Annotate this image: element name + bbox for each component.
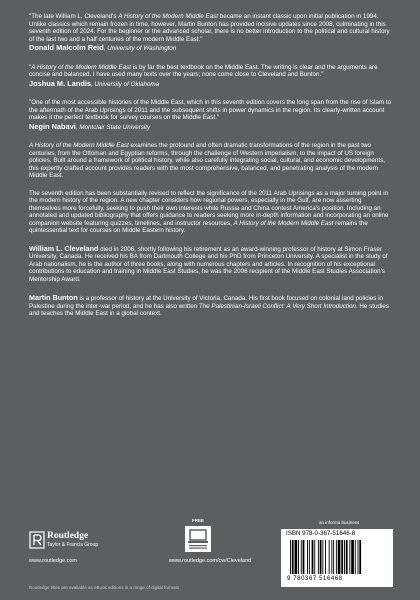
barcode-digits: 9 780367 516468 bbox=[287, 576, 343, 582]
book-title: The Palestinian-Israeli Conflict: A Very Short Introduction bbox=[198, 302, 356, 310]
publisher-group: Taylor & Francis Group bbox=[47, 542, 99, 548]
publisher-url[interactable]: www.routledge.com bbox=[29, 558, 77, 564]
bio-text: is a professor of history at the University of Victoria, Canada. His first book focused on colonial land policies in Palestine during the inter-war period, and he has also written bbox=[29, 295, 383, 310]
publisher-name: Routledge bbox=[47, 531, 89, 541]
endorser-affiliation: University of Oklahoma bbox=[94, 80, 160, 88]
endorsement-1 bbox=[29, 13, 393, 53]
quote-text: "One of the most accessible histories of the Middle East, which in this seventh edition covers the long span from the rise of Islam to the aftermath of the Arab Uprisings of 2011 and the subsequent shifts in power dynamics in the region. Its clearly-written account makes it the perfect textbook for survey courses on the Middle East." bbox=[29, 99, 392, 121]
routledge-logo-icon bbox=[29, 531, 45, 549]
description-paragraph-1 bbox=[29, 142, 393, 180]
companion-website-badge bbox=[182, 518, 214, 553]
endorser-name: Donald Malcolm Reid bbox=[29, 43, 104, 52]
endorser-affiliation: Montclair State University bbox=[79, 123, 151, 131]
endorser-name: Negin Nabavi bbox=[29, 121, 76, 131]
author-bio-cleveland bbox=[29, 245, 393, 284]
bio-text: died in 2006, shortly following his retirement as an award-winning professor of history at Simon Fraser University, Canada. He received his BA from Dartmouth College and his PhD from Princeton University. A specialist in the study of Arab nationalism, he is the author of three books, along with numerous chapters and articles. In recognition of his exceptional contributions to education and training in Middle East Studies, he was the 2006 recipient of the Middle East Studies Association's Mentorship Award. bbox=[29, 245, 388, 283]
description-text: The seventh edition has been substantially revised to reflect the significance of the 2011 Arab Uprisings as a major turning point in the modern history of the region. A new chapter considers how regional powers, especially in the Gulf, are now asserting themselves more forcefully, seeking to push their own interests while Russia and China contest America's position. Including an annotated and updated bibliography that offers guidance to readers seeking more in-depth information and incorporating an online companion website featuring quizzes, timelines, and instructor resources, bbox=[29, 189, 389, 227]
endorsement-3 bbox=[29, 99, 393, 131]
endorsement-quote bbox=[29, 99, 393, 122]
book-title: A History of the Modern Middle East bbox=[233, 219, 334, 227]
ebook-availability-note: Routledge titles are available as eBook editions in a range of digital formats bbox=[29, 585, 180, 590]
description-text: examines the profound and often dramatic transformations of the region in the past two centuries, from the Ottoman and Egyptian reforms, through the challenge of Western imperialism, to the impact of US foreign policies. Built around a framework of political history, while also carefully integrating social, cultural, and economic developments, this expertly crafted account provides readers with the most comprehensive, balanced, and penetrating analysis of the modern Middle East. bbox=[29, 142, 385, 179]
informa-label: an informa business bbox=[319, 520, 360, 525]
book-title: A History of the Modern Middle East bbox=[31, 63, 132, 71]
companion-website-url[interactable]: www.routledge.com/cw/Cleveland bbox=[169, 558, 252, 564]
isbn-number: ISBN 978-0-367-51646-8 bbox=[286, 530, 356, 537]
quote-text: " bbox=[29, 63, 32, 71]
description-text: remains the quintessential text for courses on Middle Eastern history. bbox=[29, 219, 368, 234]
bio-text: . He studies and teaches the Middle East in a global context. bbox=[29, 302, 389, 317]
quote-text: became an instant classic upon initial publication in 1994. Unlike classics which remain frozen in time, however, Martin Bunton has provided incisive updates since 2008, culminating in this seventh edition of 2024. For the beginner or the advanced scholar, there is no better introduction to the political and cultural history of the last two and a half centuries of the modern Middle East." bbox=[29, 13, 390, 43]
endorsement-quote bbox=[29, 13, 393, 43]
quote-text: "The late William L. Cleveland's bbox=[29, 13, 119, 20]
author-name: William L. Cleveland bbox=[29, 243, 99, 253]
endorsement-attribution: Joshua M. Landis, University of Oklahoma bbox=[29, 78, 160, 88]
author-name: Martin Bunton bbox=[29, 293, 78, 302]
book-title: A History of the Modern Middle East bbox=[29, 142, 129, 149]
endorsement-quote bbox=[29, 64, 393, 79]
cover-text bbox=[29, 13, 393, 329]
barcode-icon bbox=[290, 540, 386, 574]
author-bio-bunton bbox=[29, 294, 393, 318]
description-paragraph-2 bbox=[29, 190, 393, 235]
endorser-name: Joshua M. Landis bbox=[29, 78, 92, 88]
cover-footer bbox=[29, 518, 393, 598]
endorsement-attribution: Negin Nabavi, Montclair State University bbox=[29, 121, 151, 131]
book-title: A History of the Modern Middle East bbox=[118, 13, 219, 20]
quote-text: is by far the best textbook on the Middle East. The writing is clear and the arguments are concise and balanced. I have used many texts over the years; none come close to Cleveland and Bunton." bbox=[29, 63, 378, 78]
companion-website-icon bbox=[184, 525, 212, 553]
publisher-logo bbox=[29, 531, 139, 555]
endorsement-2 bbox=[29, 64, 393, 89]
endorsement-attribution: Donald Malcolm Reid, University of Washington bbox=[29, 43, 177, 52]
free-label: FREE bbox=[191, 518, 204, 523]
endorser-affiliation: University of Washington bbox=[107, 45, 177, 52]
